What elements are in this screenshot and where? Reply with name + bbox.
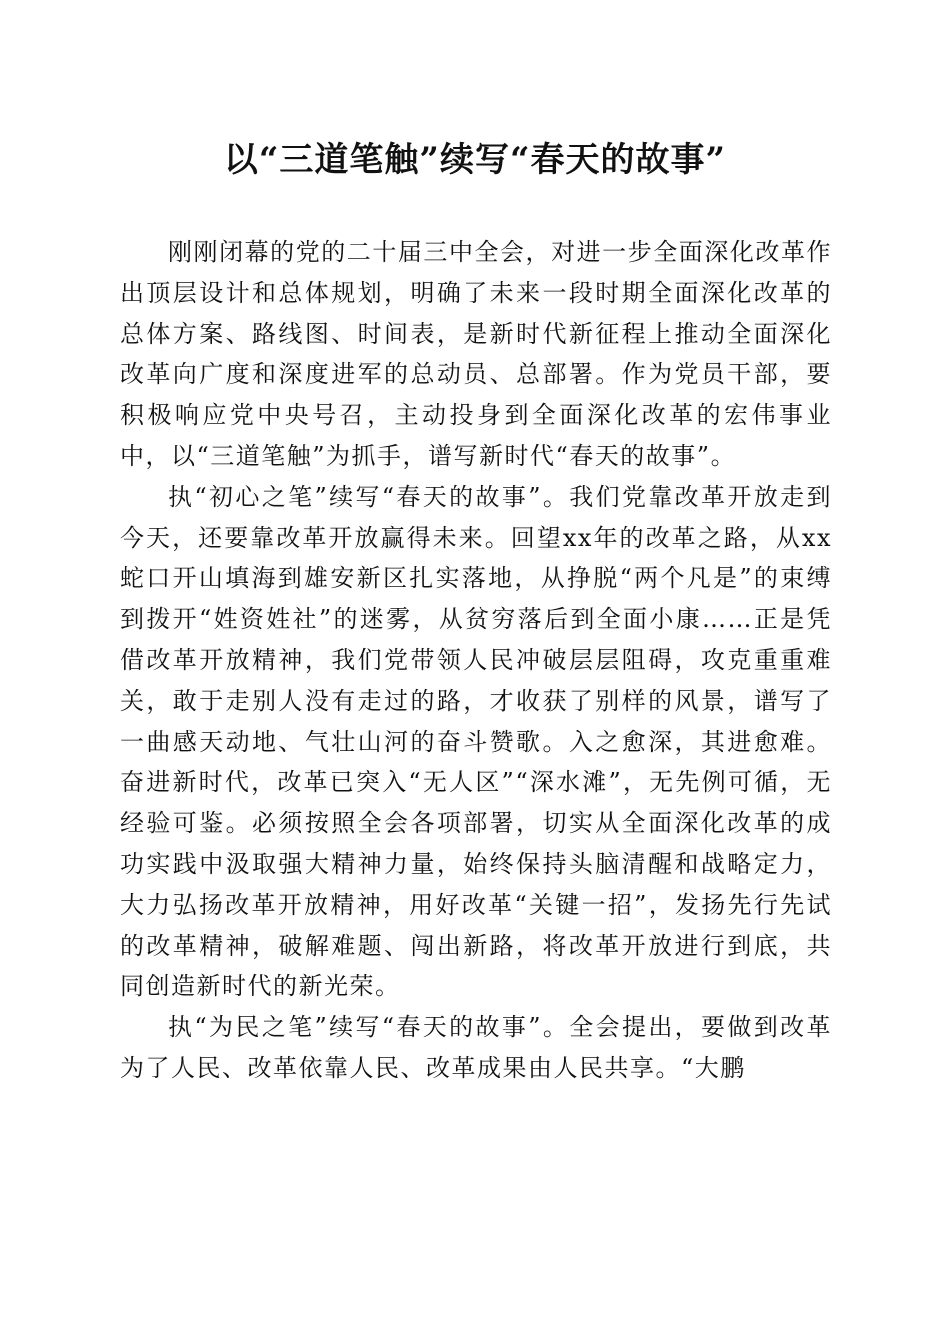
document-title: 以“三道笔触”续写“春天的故事” [223, 140, 727, 180]
paragraph-original-aspiration: 执“初心之笔”续写“春天的故事”。我们党靠改革开放走到今天，还要靠改革开放赢得未来。回望xx年的改革之路，从xx蛇口开山填海到雄安新区扎实落地，从挣脱“两个凡是”的束缚到拨开“姓资姓社”的迷雾，从贫穷落后到全面小康……正是凭借改革开放精神，我们党带领人民冲破层层阻碍，攻克重重难关，敢于走别人没有走过的路，才收获了别样的风景，谱写了一曲感天动地、气壮山河的奋斗赞歌。入之愈深，其进愈难。奋进新时代，改革已突入“无人区”“深水滩”，无先例可循，无经验可鉴。必须按照全会各项部署，切实从全面深化改革的成功实践中汲取强大精神力量，始终保持头脑清醒和战略定力，大力弘扬改革开放精神，用好改革“关键一招”，发扬先行先试的改革精神，破解难题、闯出新路，将改革开放进行到底，共同创造新时代的新光荣。 [120, 482, 832, 1001]
document-body [120, 232, 832, 1089]
paragraph-intro: 刚刚闭幕的党的二十届三中全会，对进一步全面深化改革作出顶层设计和总体规划，明确了未来一段时期全面深化改革的总体方案、路线图、时间表，是新时代新征程上推动全面深化改革向广度和深度进军的总动员、总部署。作为党员干部，要积极响应党中央号召，主动投身到全面深化改革的宏伟事业中，以“三道笔触”为抓手，谱写新时代“春天的故事”。 [120, 238, 832, 470]
paragraph-for-the-people: 执“为民之笔”续写“春天的故事”。全会提出，要做到改革为了人民、改革依靠人民、改革成果由人民共享。“大鹏 [120, 1013, 832, 1082]
